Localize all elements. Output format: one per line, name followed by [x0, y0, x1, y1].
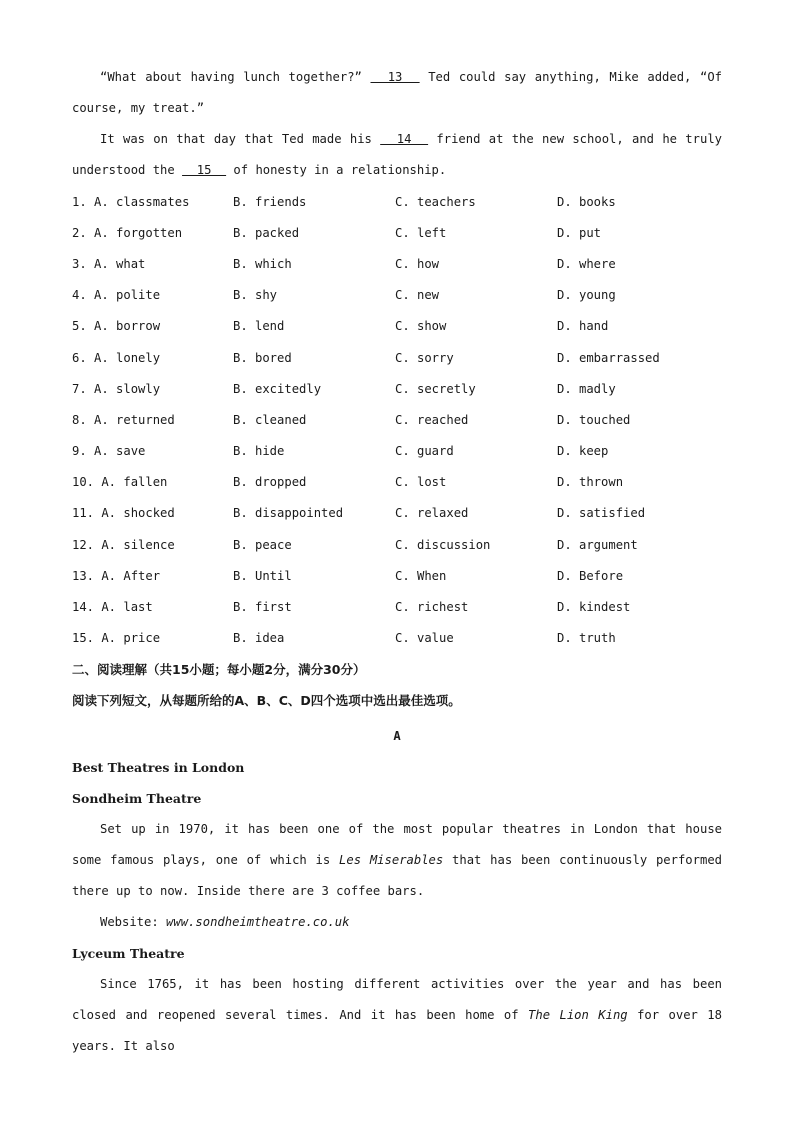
option-a: 10. A. fallen	[72, 475, 168, 490]
option-c: C. When	[395, 568, 447, 583]
option-d: D. madly	[557, 381, 616, 396]
option-d: D. hand	[557, 319, 609, 334]
option-d: D. where	[557, 256, 616, 271]
option-c: C. discussion	[395, 537, 491, 552]
story-paragraph-1	[72, 62, 722, 124]
option-c: C. reached	[395, 412, 469, 427]
option-d: D. argument	[557, 537, 638, 552]
theatre-name: Sondheim Theatre	[72, 790, 202, 806]
website-row	[72, 907, 722, 938]
option-b: B. packed	[233, 225, 300, 240]
option-c: C. lost	[395, 475, 447, 490]
option-c: C. new	[395, 288, 440, 303]
option-d: D. touched	[557, 412, 631, 427]
option-b: B. first	[233, 600, 292, 615]
option-d: D. put	[557, 225, 602, 240]
option-b: B. lend	[233, 319, 285, 334]
question-row	[72, 373, 722, 404]
option-a: 11. A. shocked	[72, 506, 175, 521]
option-a: 13. A. After	[72, 568, 161, 583]
option-c: C. richest	[395, 600, 469, 615]
play-title: The Lion King	[528, 1007, 628, 1022]
passage-label: A	[393, 728, 401, 743]
option-a: 3. A. what	[72, 256, 146, 271]
question-row	[72, 186, 722, 217]
option-d: D. books	[557, 194, 616, 209]
option-d: D. kindest	[557, 600, 631, 615]
option-c: C. sorry	[395, 350, 454, 365]
question-row	[72, 217, 722, 248]
website-link[interactable]: www.sondheimtheatre.co.uk	[166, 914, 350, 929]
option-a: 8. A. returned	[72, 412, 175, 427]
option-d: D. thrown	[557, 475, 624, 490]
option-d: D. keep	[557, 444, 609, 459]
option-a: 15. A. price	[72, 631, 161, 646]
option-b: B. Until	[233, 568, 292, 583]
option-c: C. value	[395, 631, 454, 646]
theatre-description	[72, 969, 722, 1062]
option-b: B. dropped	[233, 475, 307, 490]
description-text: that has been continuously performed there up to now. Inside there are 3 coffee bars.	[72, 852, 722, 898]
option-a: 4. A. polite	[72, 288, 161, 303]
blank-13: 13	[370, 70, 420, 84]
option-c: C. how	[395, 256, 440, 271]
option-d: D. embarrassed	[557, 350, 660, 365]
story-text: “What about having lunch together?”	[100, 70, 371, 84]
section-title: 二、阅读理解（共15小题；每小题2分，满分30分）	[72, 661, 366, 677]
theatre-description	[72, 814, 722, 907]
option-c: C. secretly	[395, 381, 476, 396]
option-c: C. guard	[395, 444, 454, 459]
question-row	[72, 498, 722, 529]
option-a: 5. A. borrow	[72, 319, 161, 334]
description-text: for over 18 years. It also	[72, 1007, 722, 1053]
question-list	[72, 186, 722, 654]
question-row	[72, 311, 722, 342]
option-c: C. show	[395, 319, 447, 334]
option-a: 7. A. slowly	[72, 381, 161, 396]
play-title: Les Miserables	[339, 852, 444, 867]
question-row	[72, 623, 722, 654]
option-a: 6. A. lonely	[72, 350, 161, 365]
option-c: C. teachers	[395, 194, 476, 209]
option-b: B. peace	[233, 537, 292, 552]
story-paragraph-2	[72, 124, 722, 186]
option-a: 9. A. save	[72, 444, 146, 459]
option-b: B. which	[233, 256, 292, 271]
question-row	[72, 436, 722, 467]
option-a: 1. A. classmates	[72, 194, 190, 209]
option-b: B. disappointed	[233, 506, 344, 521]
blank-14: 14	[380, 132, 429, 146]
theatre-name: Lyceum Theatre	[72, 945, 185, 961]
document-page	[72, 62, 722, 1062]
website-label: Website:	[100, 914, 167, 929]
question-row	[72, 280, 722, 311]
story-text: It was on that day that Ted made his	[100, 132, 381, 146]
story-text: of honesty in a relationship.	[226, 163, 447, 177]
description-text: Since 1765, it has been hosting different activities over the year and has been closed and reopened several times. And it has been home of	[72, 976, 722, 1022]
description-text: Set up in 1970, it has been one of the most popular theatres in London that house some famous plays, one of which is	[72, 821, 722, 867]
story-text: Ted could say anything, Mike added, “Of course, my treat.”	[72, 70, 722, 115]
option-b: B. excitedly	[233, 381, 322, 396]
question-row	[72, 404, 722, 435]
option-b: B. cleaned	[233, 412, 307, 427]
option-d: D. Before	[557, 568, 624, 583]
story-text: friend at the new school, and he truly understood the	[72, 132, 722, 177]
option-d: D. truth	[557, 631, 616, 646]
question-row	[72, 467, 722, 498]
question-row	[72, 248, 722, 279]
question-row	[72, 342, 722, 373]
option-b: B. friends	[233, 194, 307, 209]
option-a: 12. A. silence	[72, 537, 175, 552]
question-row	[72, 591, 722, 622]
option-a: 2. A. forgotten	[72, 225, 183, 240]
option-b: B. shy	[233, 288, 278, 303]
option-b: B. idea	[233, 631, 285, 646]
option-c: C. left	[395, 225, 447, 240]
question-row	[72, 529, 722, 560]
option-b: B. hide	[233, 444, 285, 459]
option-d: D. young	[557, 288, 616, 303]
option-c: C. relaxed	[395, 506, 469, 521]
question-row	[72, 560, 722, 591]
option-d: D. satisfied	[557, 506, 646, 521]
section-instruction: 阅读下列短文，从每题所给的A、B、C、D四个选项中选出最佳选项。	[72, 693, 461, 709]
article-title: Best Theatres in London	[72, 759, 245, 775]
option-a: 14. A. last	[72, 600, 153, 615]
option-b: B. bored	[233, 350, 292, 365]
blank-15: 15	[182, 163, 227, 177]
